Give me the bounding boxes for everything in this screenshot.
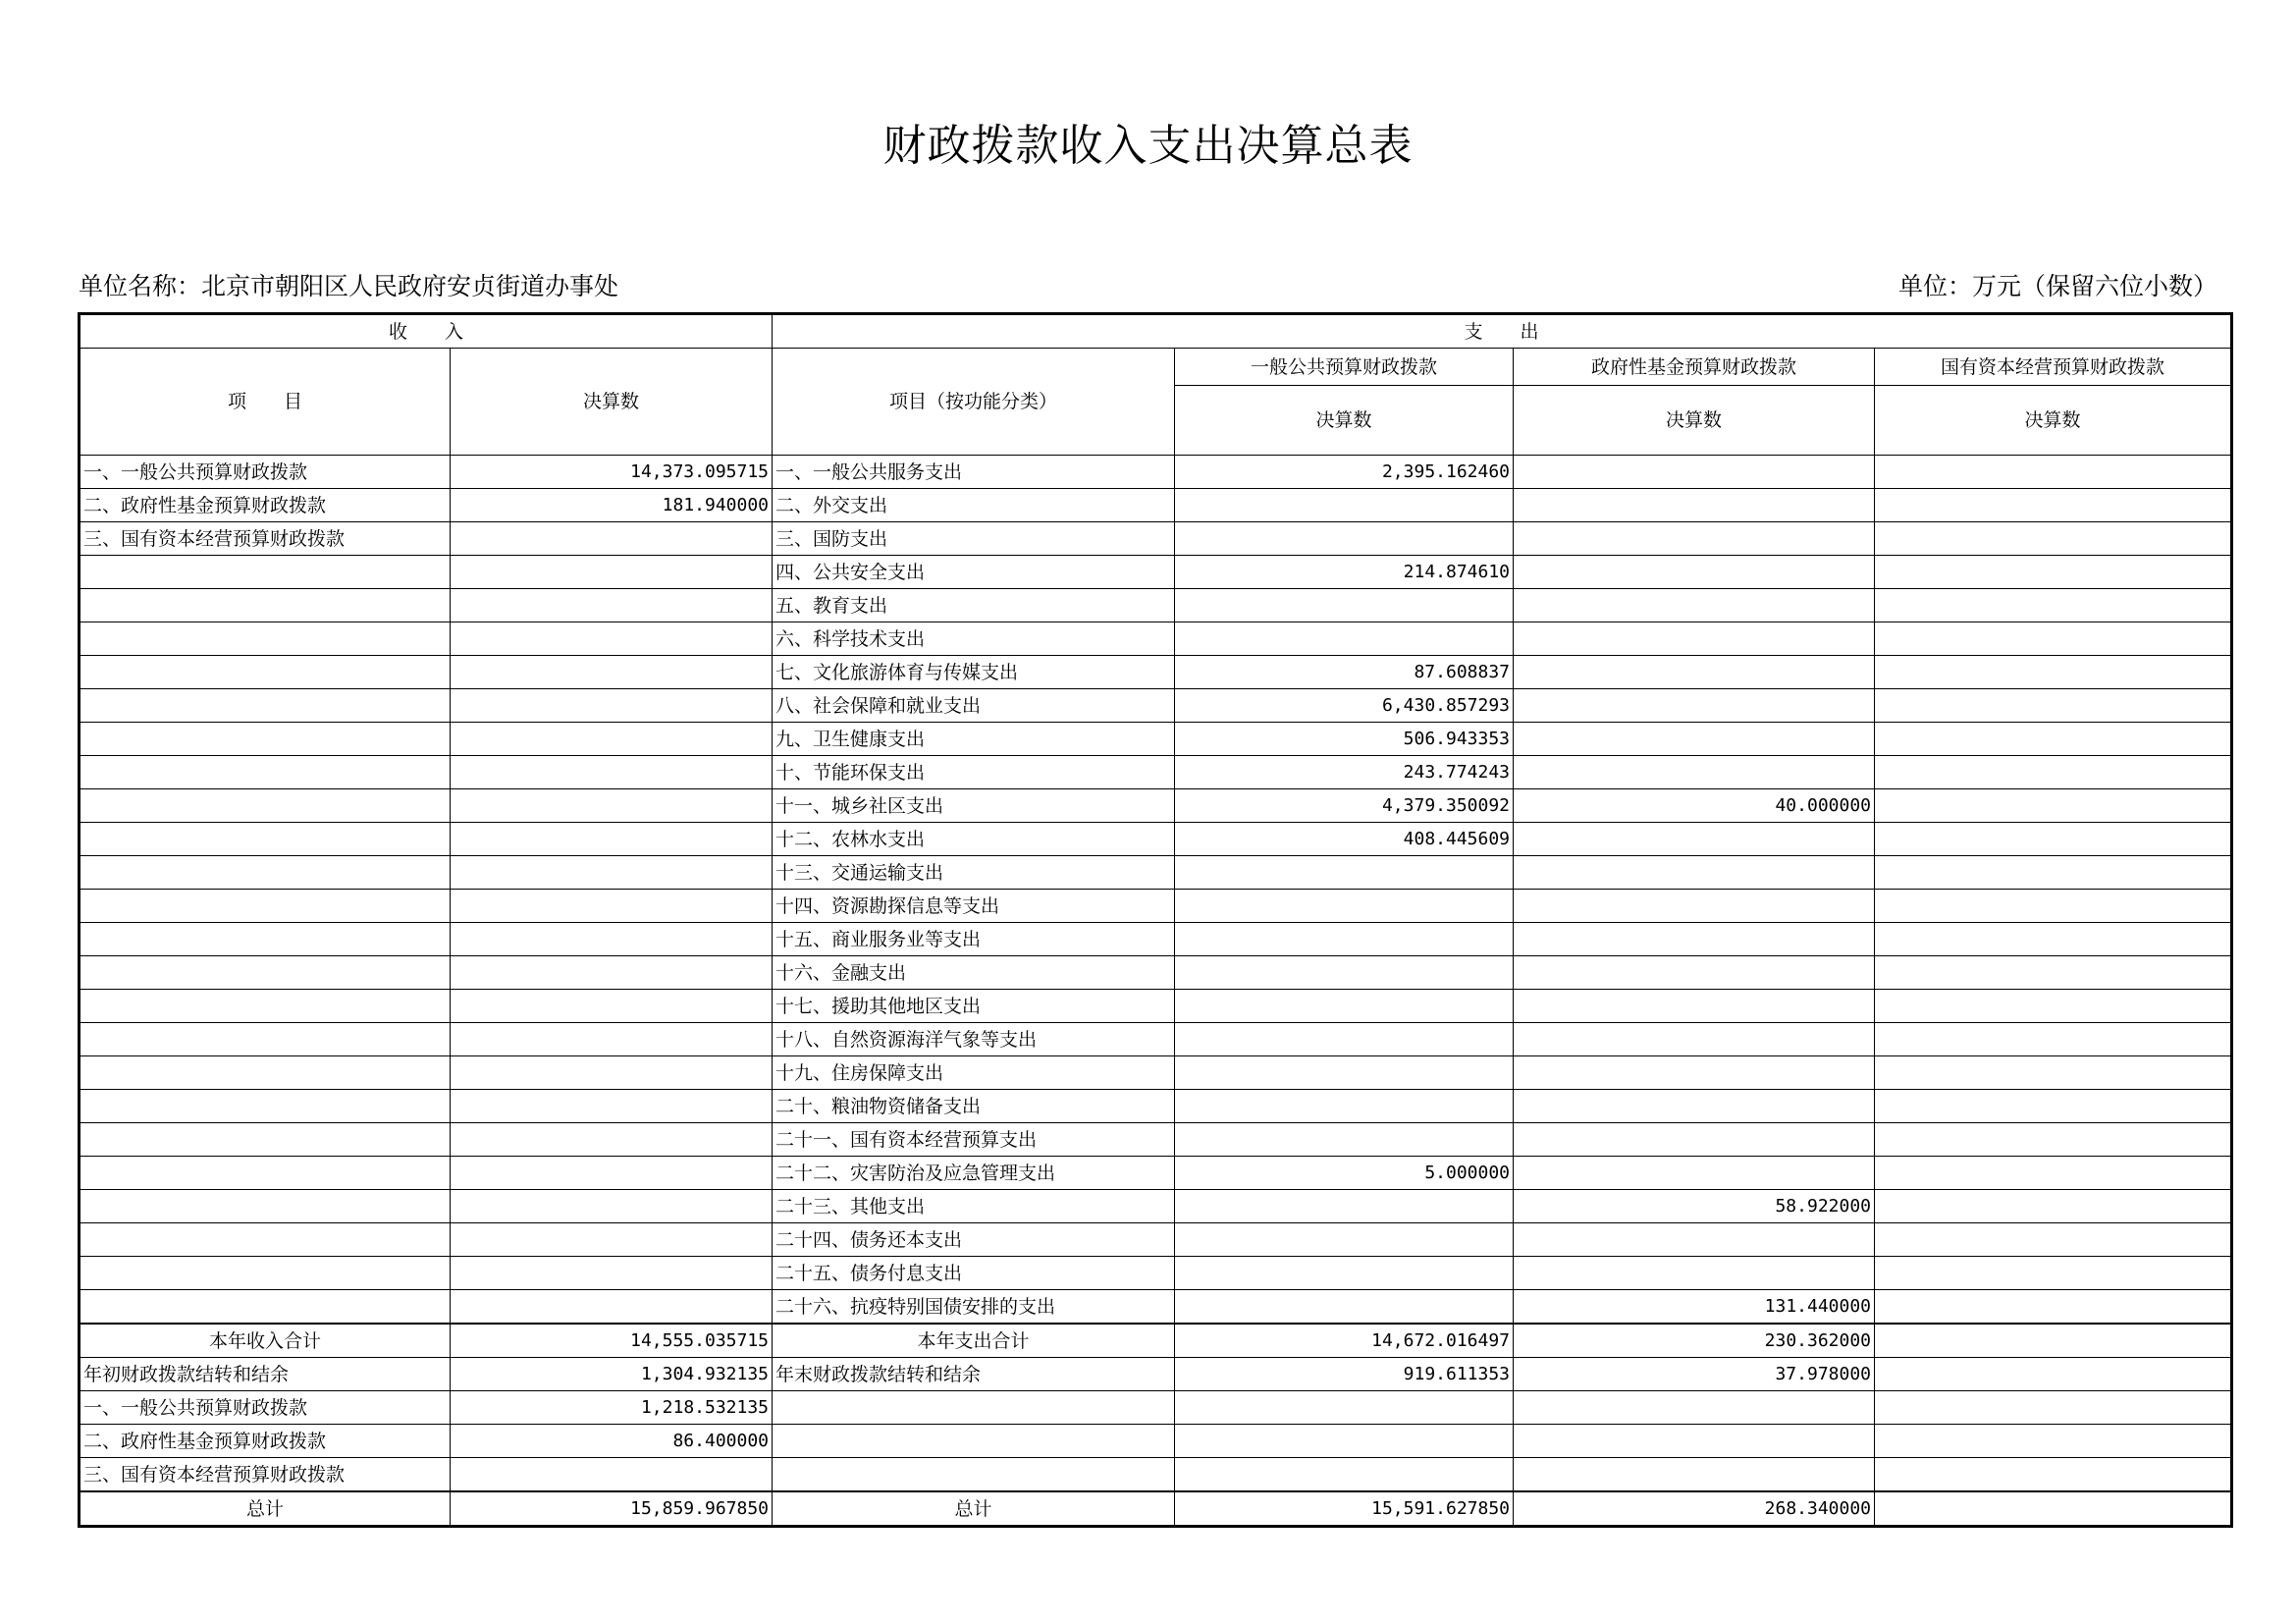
capital-amount bbox=[1875, 1056, 2232, 1090]
income-amount bbox=[451, 689, 773, 723]
fund-amount bbox=[1514, 656, 1875, 689]
income-item: 一、一般公共预算财政拨款 bbox=[80, 456, 451, 489]
general-amount: 2,395.162460 bbox=[1175, 456, 1514, 489]
table-row bbox=[80, 723, 2232, 756]
income-amount bbox=[451, 589, 773, 622]
income-amount bbox=[451, 789, 773, 823]
income-item bbox=[80, 723, 451, 756]
expense-item: 十二、农林水支出 bbox=[773, 823, 1175, 856]
capital-amount bbox=[1875, 823, 2232, 856]
income-item bbox=[80, 789, 451, 823]
fund-amount bbox=[1514, 890, 1875, 923]
income-item bbox=[80, 589, 451, 622]
general-amount: 408.445609 bbox=[1175, 823, 1514, 856]
table-row bbox=[80, 890, 2232, 923]
fund-amount bbox=[1514, 1458, 1875, 1492]
unit-label: 单位：万元（保留六位小数） bbox=[1897, 272, 2217, 300]
general-amount bbox=[1175, 522, 1514, 556]
table-row bbox=[80, 823, 2232, 856]
expense-item: 十九、住房保障支出 bbox=[773, 1056, 1175, 1090]
capital-amount bbox=[1875, 1391, 2232, 1425]
capital-amount bbox=[1875, 1223, 2232, 1257]
fund-amount: 131.440000 bbox=[1514, 1290, 1875, 1325]
fund-amount bbox=[1514, 856, 1875, 890]
income-item bbox=[80, 1157, 451, 1190]
fund-amount: 268.340000 bbox=[1514, 1491, 1875, 1527]
income-amount: 14,373.095715 bbox=[451, 456, 773, 489]
income-item: 三、国有资本经营预算财政拨款 bbox=[80, 522, 451, 556]
table-row bbox=[80, 622, 2232, 656]
income-item bbox=[80, 1090, 451, 1123]
table-row bbox=[80, 1257, 2232, 1290]
capital-amount bbox=[1875, 923, 2232, 956]
general-amount bbox=[1175, 890, 1514, 923]
expense-item: 二十六、抗疫特别国债安排的支出 bbox=[773, 1290, 1175, 1325]
expense-item bbox=[773, 1458, 1175, 1492]
table-row bbox=[80, 689, 2232, 723]
expense-item: 六、科学技术支出 bbox=[773, 622, 1175, 656]
income-amount bbox=[451, 1023, 773, 1056]
table-row bbox=[80, 1491, 2232, 1527]
income-item bbox=[80, 1223, 451, 1257]
expense-item bbox=[773, 1391, 1175, 1425]
fund-amount: 230.362000 bbox=[1514, 1324, 1875, 1358]
table-body bbox=[80, 456, 2232, 1527]
table-row bbox=[80, 656, 2232, 689]
capital-amount bbox=[1875, 789, 2232, 823]
income-item bbox=[80, 656, 451, 689]
income-item bbox=[80, 1123, 451, 1157]
expense-item bbox=[773, 1425, 1175, 1458]
capital-amount bbox=[1875, 522, 2232, 556]
capital-amount bbox=[1875, 589, 2232, 622]
fund-amount bbox=[1514, 456, 1875, 489]
capital-amount bbox=[1875, 1190, 2232, 1223]
expense-item: 七、文化旅游体育与传媒支出 bbox=[773, 656, 1175, 689]
income-label: 总计 bbox=[80, 1491, 451, 1527]
general-amount bbox=[1175, 1425, 1514, 1458]
table-row bbox=[80, 1458, 2232, 1492]
capital-amount bbox=[1875, 1123, 2232, 1157]
table-row bbox=[80, 789, 2232, 823]
expense-item: 五、教育支出 bbox=[773, 589, 1175, 622]
income-item bbox=[80, 689, 451, 723]
general-amount: 919.611353 bbox=[1175, 1358, 1514, 1391]
general-amount bbox=[1175, 1257, 1514, 1290]
fund-amount bbox=[1514, 990, 1875, 1023]
unit-name-label: 单位名称：北京市朝阳区人民政府安贞街道办事处 bbox=[79, 272, 619, 300]
income-item: 二、政府性基金预算财政拨款 bbox=[80, 1425, 451, 1458]
income-amount bbox=[451, 656, 773, 689]
general-amount: 4,379.350092 bbox=[1175, 789, 1514, 823]
income-item bbox=[80, 1190, 451, 1223]
general-amount: 5.000000 bbox=[1175, 1157, 1514, 1190]
table-row bbox=[80, 1324, 2232, 1358]
fund-amount bbox=[1514, 1023, 1875, 1056]
expense-item: 一、一般公共服务支出 bbox=[773, 456, 1175, 489]
income-amount bbox=[451, 1290, 773, 1325]
expense-item: 二十二、灾害防治及应急管理支出 bbox=[773, 1157, 1175, 1190]
expense-item: 二十四、债务还本支出 bbox=[773, 1223, 1175, 1257]
fund-amount bbox=[1514, 489, 1875, 522]
general-amount bbox=[1175, 990, 1514, 1023]
expense-label: 本年支出合计 bbox=[773, 1324, 1175, 1358]
table-row bbox=[80, 1425, 2232, 1458]
general-amount bbox=[1175, 1056, 1514, 1090]
income-amount bbox=[451, 723, 773, 756]
header-income: 收 入 bbox=[80, 314, 773, 349]
expense-item: 三、国防支出 bbox=[773, 522, 1175, 556]
fund-amount bbox=[1514, 522, 1875, 556]
income-item: 年初财政拨款结转和结余 bbox=[80, 1358, 451, 1391]
fund-amount bbox=[1514, 756, 1875, 789]
income-item: 三、国有资本经营预算财政拨款 bbox=[80, 1458, 451, 1492]
income-amount bbox=[451, 990, 773, 1023]
income-amount bbox=[451, 956, 773, 990]
table-row bbox=[80, 856, 2232, 890]
income-amount: 181.940000 bbox=[451, 489, 773, 522]
header-expense: 支 出 bbox=[773, 314, 2232, 349]
general-amount bbox=[1175, 956, 1514, 990]
page-title: 财政拨款收入支出决算总表 bbox=[882, 121, 1414, 171]
header-item-func: 项目（按功能分类） bbox=[773, 349, 1175, 456]
report-table bbox=[78, 312, 2233, 1528]
income-amount bbox=[451, 622, 773, 656]
income-item: 一、一般公共预算财政拨款 bbox=[80, 1391, 451, 1425]
income-item bbox=[80, 1056, 451, 1090]
expense-item: 二十五、债务付息支出 bbox=[773, 1257, 1175, 1290]
fund-amount bbox=[1514, 956, 1875, 990]
general-amount: 243.774243 bbox=[1175, 756, 1514, 789]
fund-amount bbox=[1514, 689, 1875, 723]
header-amount: 决算数 bbox=[451, 349, 773, 456]
general-amount: 506.943353 bbox=[1175, 723, 1514, 756]
table-row bbox=[80, 489, 2232, 522]
header-state-capital: 国有资本经营预算财政拨款 bbox=[1875, 349, 2232, 386]
general-amount bbox=[1175, 1190, 1514, 1223]
income-item bbox=[80, 890, 451, 923]
income-item bbox=[80, 1290, 451, 1325]
fund-amount bbox=[1514, 589, 1875, 622]
fund-amount bbox=[1514, 1425, 1875, 1458]
table-row bbox=[80, 1090, 2232, 1123]
capital-amount bbox=[1875, 1090, 2232, 1123]
fund-amount bbox=[1514, 823, 1875, 856]
income-item bbox=[80, 1023, 451, 1056]
fund-amount: 58.922000 bbox=[1514, 1190, 1875, 1223]
expense-item: 十一、城乡社区支出 bbox=[773, 789, 1175, 823]
expense-item: 十四、资源勘探信息等支出 bbox=[773, 890, 1175, 923]
fund-amount bbox=[1514, 556, 1875, 589]
header-item: 项 目 bbox=[80, 349, 451, 456]
income-amount bbox=[451, 823, 773, 856]
expense-item: 十五、商业服务业等支出 bbox=[773, 923, 1175, 956]
general-amount: 15,591.627850 bbox=[1175, 1491, 1514, 1527]
table-row bbox=[80, 522, 2232, 556]
capital-amount bbox=[1875, 1257, 2232, 1290]
income-item bbox=[80, 956, 451, 990]
expense-item: 二十一、国有资本经营预算支出 bbox=[773, 1123, 1175, 1157]
fund-amount bbox=[1514, 923, 1875, 956]
fund-amount: 40.000000 bbox=[1514, 789, 1875, 823]
capital-amount bbox=[1875, 1324, 2232, 1358]
capital-amount bbox=[1875, 723, 2232, 756]
capital-amount bbox=[1875, 656, 2232, 689]
income-amount bbox=[451, 1257, 773, 1290]
income-amount bbox=[451, 1123, 773, 1157]
income-amount: 86.400000 bbox=[451, 1425, 773, 1458]
income-item bbox=[80, 756, 451, 789]
fund-amount bbox=[1514, 1157, 1875, 1190]
fund-amount bbox=[1514, 723, 1875, 756]
income-label: 本年收入合计 bbox=[80, 1324, 451, 1358]
income-item: 二、政府性基金预算财政拨款 bbox=[80, 489, 451, 522]
header-gov-fund: 政府性基金预算财政拨款 bbox=[1514, 349, 1875, 386]
header-amount-fund: 决算数 bbox=[1514, 386, 1875, 456]
table-row bbox=[80, 1223, 2232, 1257]
capital-amount bbox=[1875, 1425, 2232, 1458]
expense-item: 二、外交支出 bbox=[773, 489, 1175, 522]
income-amount bbox=[451, 1157, 773, 1190]
general-amount: 14,672.016497 bbox=[1175, 1324, 1514, 1358]
general-amount bbox=[1175, 1023, 1514, 1056]
income-amount bbox=[451, 1190, 773, 1223]
expense-item: 十八、自然资源海洋气象等支出 bbox=[773, 1023, 1175, 1056]
capital-amount bbox=[1875, 956, 2232, 990]
capital-amount bbox=[1875, 1023, 2232, 1056]
header-amount-capital: 决算数 bbox=[1875, 386, 2232, 456]
fund-amount bbox=[1514, 1391, 1875, 1425]
header-general: 一般公共预算财政拨款 bbox=[1175, 349, 1514, 386]
income-amount bbox=[451, 756, 773, 789]
expense-item: 二十、粮油物资储备支出 bbox=[773, 1090, 1175, 1123]
general-amount bbox=[1175, 923, 1514, 956]
income-amount: 14,555.035715 bbox=[451, 1324, 773, 1358]
capital-amount bbox=[1875, 622, 2232, 656]
expense-item: 八、社会保障和就业支出 bbox=[773, 689, 1175, 723]
table-row bbox=[80, 1056, 2232, 1090]
table-row bbox=[80, 1290, 2232, 1325]
income-item bbox=[80, 923, 451, 956]
capital-amount bbox=[1875, 489, 2232, 522]
table-row bbox=[80, 990, 2232, 1023]
table-row bbox=[80, 1023, 2232, 1056]
fund-amount bbox=[1514, 1056, 1875, 1090]
income-item bbox=[80, 622, 451, 656]
general-amount bbox=[1175, 589, 1514, 622]
general-amount: 214.874610 bbox=[1175, 556, 1514, 589]
expense-item: 九、卫生健康支出 bbox=[773, 723, 1175, 756]
fund-amount bbox=[1514, 1090, 1875, 1123]
general-amount bbox=[1175, 1090, 1514, 1123]
general-amount bbox=[1175, 622, 1514, 656]
capital-amount bbox=[1875, 890, 2232, 923]
table-row bbox=[80, 556, 2232, 589]
general-amount bbox=[1175, 856, 1514, 890]
expense-item: 十三、交通运输支出 bbox=[773, 856, 1175, 890]
income-amount bbox=[451, 1090, 773, 1123]
capital-amount bbox=[1875, 1290, 2232, 1325]
fund-amount bbox=[1514, 1257, 1875, 1290]
capital-amount bbox=[1875, 689, 2232, 723]
income-amount bbox=[451, 1223, 773, 1257]
capital-amount bbox=[1875, 1157, 2232, 1190]
income-item bbox=[80, 823, 451, 856]
income-amount bbox=[451, 1458, 773, 1492]
general-amount: 87.608837 bbox=[1175, 656, 1514, 689]
table-row bbox=[80, 456, 2232, 489]
capital-amount bbox=[1875, 990, 2232, 1023]
table-row bbox=[80, 1123, 2232, 1157]
income-amount: 15,859.967850 bbox=[451, 1491, 773, 1527]
capital-amount bbox=[1875, 456, 2232, 489]
fund-amount bbox=[1514, 1123, 1875, 1157]
general-amount: 6,430.857293 bbox=[1175, 689, 1514, 723]
expense-item: 年末财政拨款结转和结余 bbox=[773, 1358, 1175, 1391]
general-amount bbox=[1175, 1123, 1514, 1157]
expense-item: 四、公共安全支出 bbox=[773, 556, 1175, 589]
table-row bbox=[80, 1358, 2232, 1391]
header-amount-general: 决算数 bbox=[1175, 386, 1514, 456]
income-item bbox=[80, 1257, 451, 1290]
general-amount bbox=[1175, 1290, 1514, 1325]
table-row bbox=[80, 1157, 2232, 1190]
capital-amount bbox=[1875, 1358, 2232, 1391]
expense-item: 十、节能环保支出 bbox=[773, 756, 1175, 789]
table-row bbox=[80, 756, 2232, 789]
income-item bbox=[80, 990, 451, 1023]
table-row bbox=[80, 923, 2232, 956]
capital-amount bbox=[1875, 1458, 2232, 1492]
fund-amount: 37.978000 bbox=[1514, 1358, 1875, 1391]
fund-amount bbox=[1514, 1223, 1875, 1257]
table-row bbox=[80, 956, 2232, 990]
income-amount bbox=[451, 556, 773, 589]
expense-label: 总计 bbox=[773, 1491, 1175, 1527]
expense-item: 二十三、其他支出 bbox=[773, 1190, 1175, 1223]
expense-item: 十六、金融支出 bbox=[773, 956, 1175, 990]
income-item bbox=[80, 856, 451, 890]
income-amount bbox=[451, 923, 773, 956]
table-row bbox=[80, 589, 2232, 622]
capital-amount bbox=[1875, 1491, 2232, 1527]
general-amount bbox=[1175, 1223, 1514, 1257]
income-amount: 1,304.932135 bbox=[451, 1358, 773, 1391]
table-row bbox=[80, 1190, 2232, 1223]
capital-amount bbox=[1875, 856, 2232, 890]
capital-amount bbox=[1875, 556, 2232, 589]
income-amount bbox=[451, 856, 773, 890]
table-row bbox=[80, 1391, 2232, 1425]
general-amount bbox=[1175, 1391, 1514, 1425]
capital-amount bbox=[1875, 756, 2232, 789]
income-amount bbox=[451, 890, 773, 923]
general-amount bbox=[1175, 489, 1514, 522]
expense-item: 十七、援助其他地区支出 bbox=[773, 990, 1175, 1023]
general-amount bbox=[1175, 1458, 1514, 1492]
fund-amount bbox=[1514, 622, 1875, 656]
income-amount bbox=[451, 1056, 773, 1090]
income-amount bbox=[451, 522, 773, 556]
income-amount: 1,218.532135 bbox=[451, 1391, 773, 1425]
income-item bbox=[80, 556, 451, 589]
